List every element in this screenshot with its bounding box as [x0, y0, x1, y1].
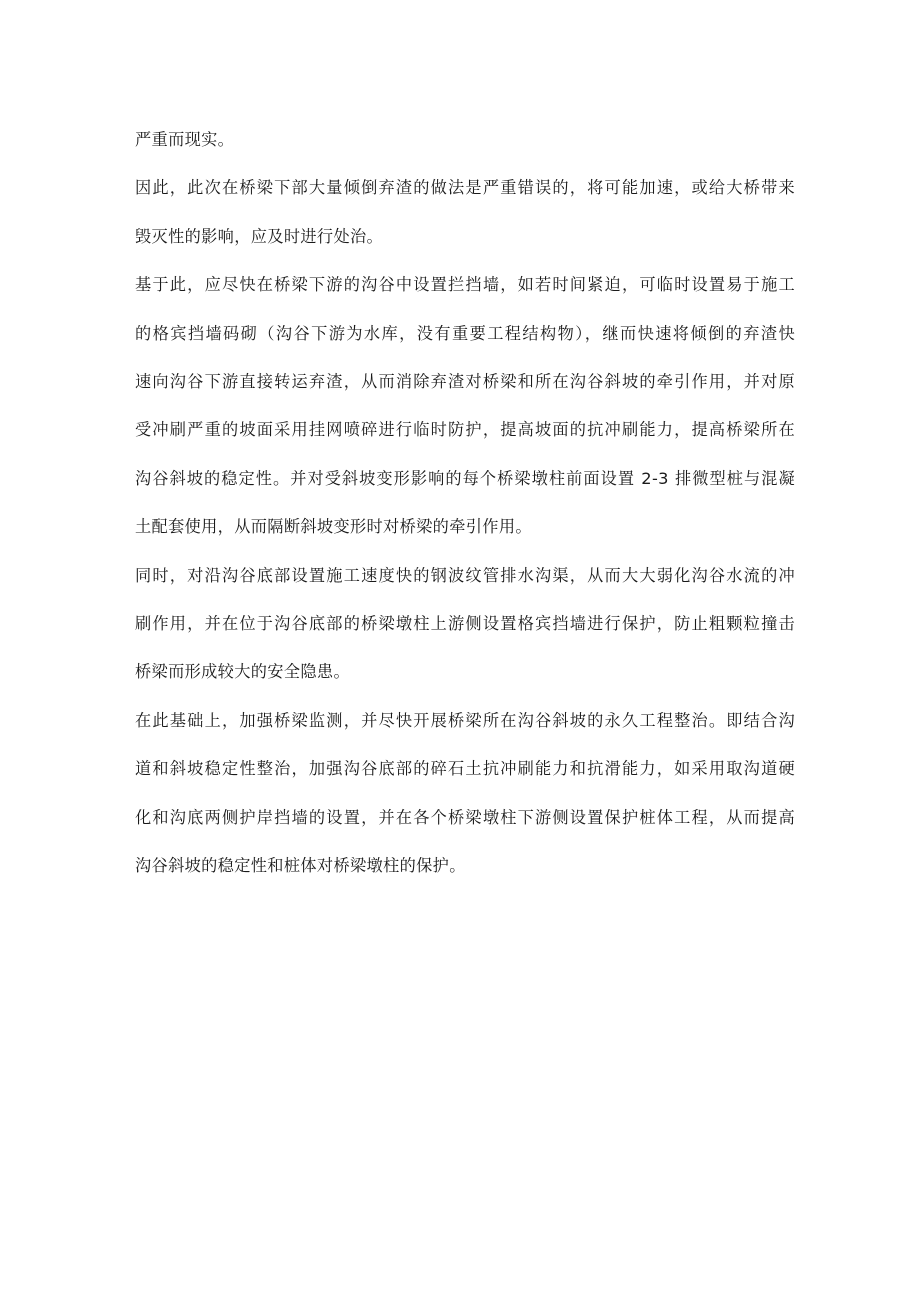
text-line: 刷作用，并在位于沟谷底部的桥梁墩柱上游侧设置格宾挡墙进行保护，防止粗颗粒撞击 [135, 614, 795, 634]
text-line: 同时，对沿沟谷底部设置施工速度快的钢波纹管排水沟渠，从而大大弱化沟谷水流的冲 [135, 565, 795, 585]
text-line: 道和斜坡稳定性整治，加强沟谷底部的碎石土抗冲刷能力和抗滑能力，如采用取沟道硬 [135, 759, 795, 779]
paragraph-2 [135, 164, 795, 261]
text-line: 化和沟底两侧护岸挡墙的设置，并在各个桥梁墩柱下游侧设置保护桩体工程，从而提高 [135, 807, 795, 827]
paragraph-3 [135, 261, 795, 551]
text-line: 土配套使用，从而隔断斜坡变形时对桥梁的牵引作用。 [135, 517, 532, 537]
document-body [135, 116, 795, 891]
paragraph-4 [135, 552, 795, 697]
paragraph-5 [135, 697, 795, 891]
text-line: 的格宾挡墙码砌（沟谷下游为水库，没有重要工程结构物），继而快速将倾倒的弃渣快 [135, 323, 795, 343]
text-line: 沟谷斜坡的稳定性。并对受斜坡变形影响的每个桥梁墩柱前面设置 2-3 排微型桩与混凝 [135, 468, 795, 488]
text-line: 因此，此次在桥梁下部大量倾倒弃渣的做法是严重错误的，将可能加速，或给大桥带来 [135, 178, 795, 198]
text-line: 速向沟谷下游直接转运弃渣，从而消除弃渣对桥梁和所在沟谷斜坡的牵引作用，并对原 [135, 372, 795, 392]
text-line: 严重而现实。 [135, 130, 235, 149]
text-line: 桥梁而形成较大的安全隐患。 [135, 662, 350, 682]
text-line: 毁灭性的影响，应及时进行处治。 [135, 226, 384, 246]
text-line: 基于此，应尽快在桥梁下游的沟谷中设置拦挡墙，如若时间紧迫，可临时设置易于施工 [135, 275, 795, 295]
text-line: 沟谷斜坡的稳定性和桩体对桥梁墩柱的保护。 [135, 856, 466, 876]
paragraph-1 [135, 116, 795, 164]
text-line: 在此基础上，加强桥梁监测，并尽快开展桥梁所在沟谷斜坡的永久工程整治。即结合沟 [135, 710, 795, 730]
text-line: 受冲刷严重的坡面采用挂网喷碎进行临时防护，提高坡面的抗冲刷能力，提高桥梁所在 [135, 420, 795, 440]
